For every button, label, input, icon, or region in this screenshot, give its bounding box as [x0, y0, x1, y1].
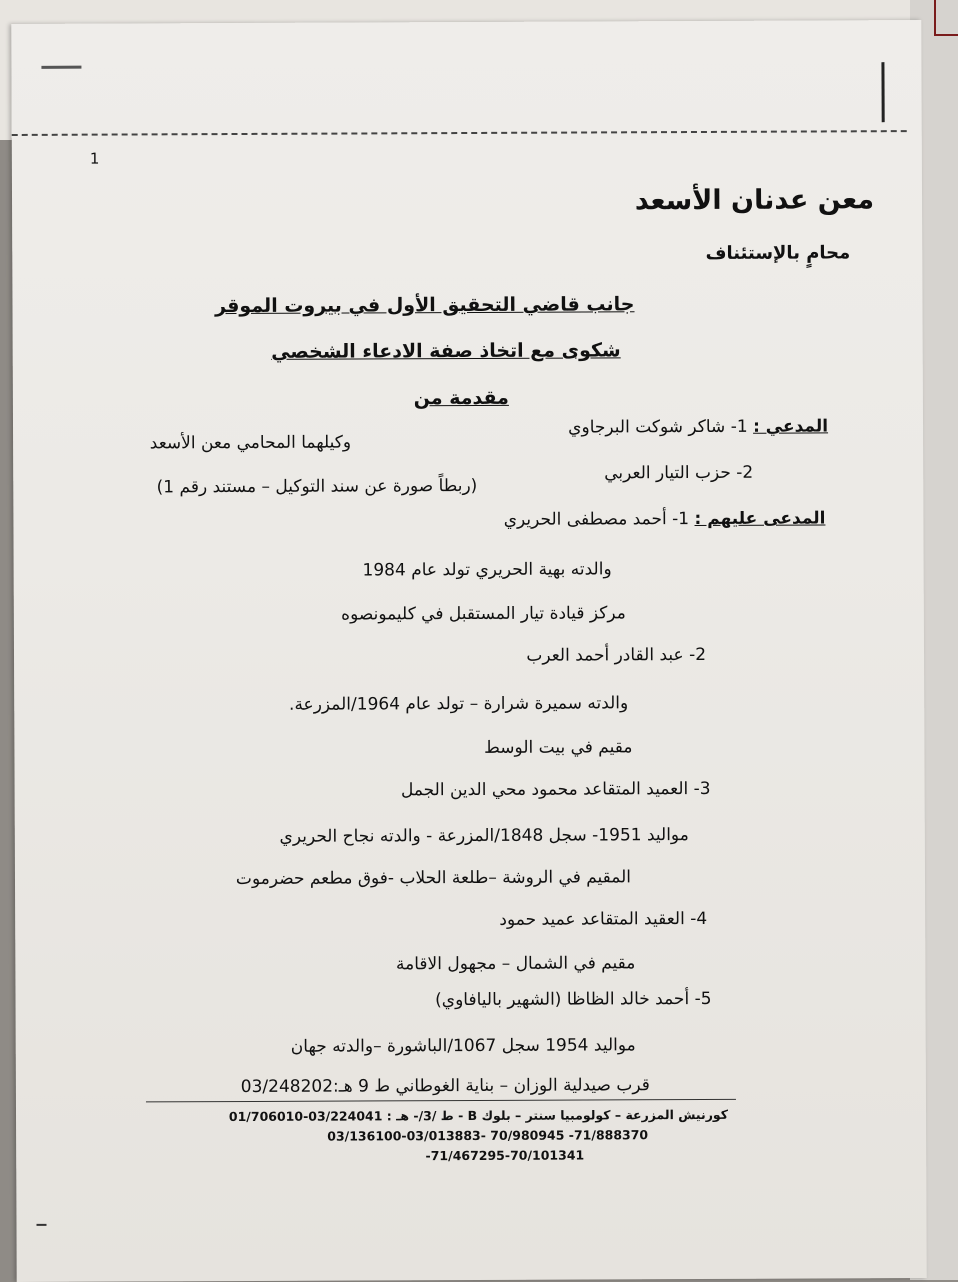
defendant-line: مواليد 1954 سجل 1067/الباشورة –والدته جهان: [290, 1035, 636, 1057]
defendant-line: 5- أحمد خالد الظاظا (الشهير باليافاوي): [435, 988, 712, 1011]
defendant-line: مركز قيادة تيار المستقبل في كليمونصوه: [341, 603, 626, 625]
margin-mark: [36, 1224, 46, 1226]
footer-phones-3: -71/467295-70/101341: [425, 1147, 585, 1164]
footer-address: كورنيش المزرعة – كولومبيا سنتر – بلوك B - ط /3/- هـ :: [386, 1106, 729, 1124]
defendant-line: مقيم في بيت الوسط: [484, 737, 633, 758]
defendant-line: 1- أحمد مصطفى الحريري: [503, 509, 690, 530]
lawyer-name: معن عدنان الأسعد: [634, 184, 875, 217]
background-red-border: [934, 0, 958, 36]
power-of-attorney-note: (ربطاً صورة عن سند التوكيل – مستند رقم 1): [156, 475, 478, 498]
defendant-line: 4- العقيد المتقاعد عميد حمود: [499, 908, 708, 930]
plaintiff-row-1: [568, 416, 828, 437]
defendant-line: والدته بهية الحريري تولد عام 1984: [362, 559, 612, 581]
header-dashed-rule: [12, 130, 907, 136]
defendant-line: مواليد 1951- سجل 1848/المزرعة - والدته نجاح الحريري: [279, 825, 689, 847]
staple-mark: [41, 66, 81, 69]
defendant-line: قرب صيدلية الوزان – بناية الغوطاني ط 9 هـ:03/248202: [240, 1075, 650, 1097]
defendant-line: المقيم في الروشة –طلعة الحلاب -فوق مطعم حضرموت: [235, 867, 632, 890]
defendant-row-1: [504, 508, 826, 529]
plaintiff-label: المدعي :: [753, 416, 829, 437]
footer-phones-2: 03/136100-03/013883- 70/980945 -71/888370: [327, 1127, 649, 1144]
plaintiff-2: 2- حزب التيار العربي: [604, 462, 754, 484]
subject-heading: شكوى مع اتخاذ صفة الادعاء الشخصي: [271, 339, 621, 363]
footer-address-line: [229, 1107, 728, 1124]
plaintiff-1: 1- شاكر شوكت البرجاوي: [568, 416, 748, 438]
footer-phones-1: 03/224041-01/706010: [228, 1108, 383, 1125]
defendant-line: مقيم في الشمال – مجهول الاقامة: [395, 953, 636, 975]
defendant-line: 3- العميد المتقاعد محمود محي الدين الجمل: [400, 778, 711, 801]
page-number: 1: [89, 149, 100, 168]
submitted-by-heading: مقدمة من: [413, 386, 509, 410]
defendant-line: 2- عبد القادر أحمد العرب: [526, 644, 707, 666]
defendant-line: والدته سميرة شرارة – تولد عام 1964/المزرعة.: [288, 693, 629, 715]
pen-mark: [881, 62, 884, 122]
defendant-label: المدعى عليهم :: [694, 508, 826, 530]
counsel-line: وكيلهما المحامي معن الأسعد: [149, 432, 352, 454]
lawyer-title: محامٍ بالإستئناف: [705, 242, 851, 264]
document-page: [11, 20, 926, 1282]
addressee-heading: جانب قاضي التحقيق الأول في بيروت الموقر: [215, 293, 635, 318]
footer-rule: [146, 1099, 736, 1103]
